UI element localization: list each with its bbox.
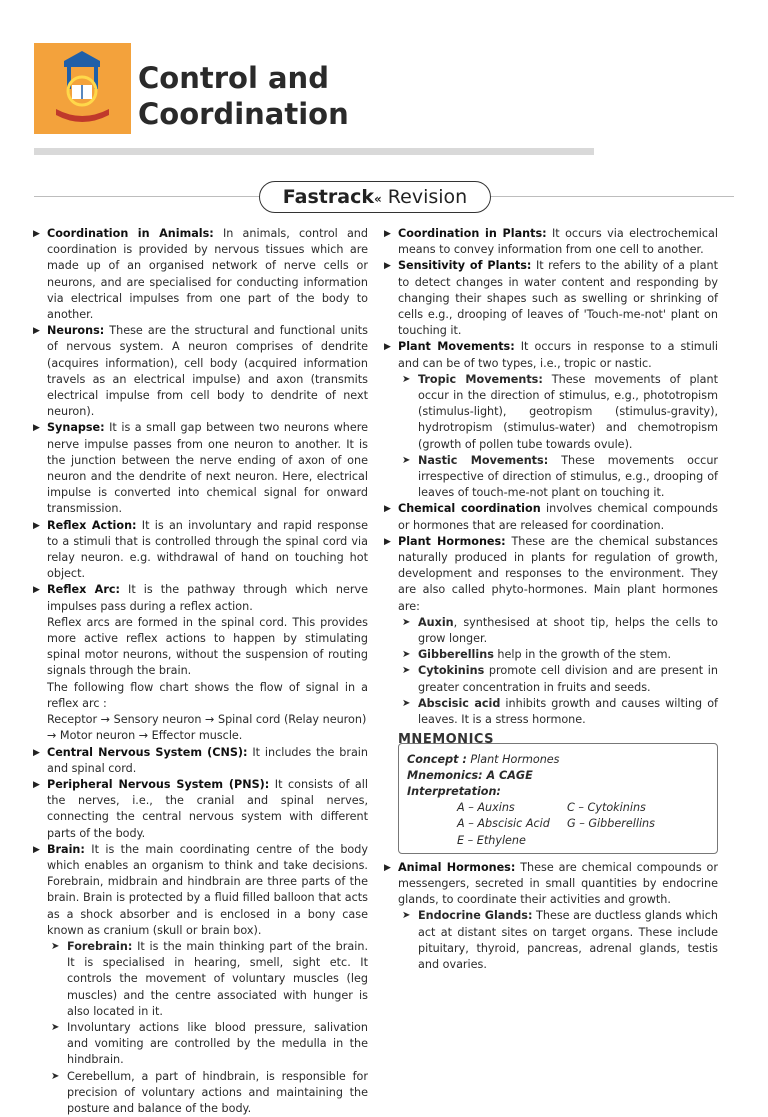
sub-item: ➤ Forebrain: It is the main thinking part of the brain. It is specialised in hearing, smell, sight etc. It controls the movement of voluntary muscles (leg muscles) and the centre associated with hunger is also located in it. bbox=[51, 939, 368, 1018]
arrow-bullet-icon: ➤ bbox=[402, 373, 411, 385]
flow-chart-line: Receptor → Sensory neuron → Spinal cord (Relay neuron) bbox=[47, 713, 367, 727]
list-item: ▶ Coordination in Animals: In animals, control and coordination is provided by nervous tissues which are made up of an organised network of nerve cells or neurons, and are specialised for conducting information via electrical impulses from one part of the body to another. bbox=[33, 227, 368, 322]
list-item: ▶ Animal Hormones: These are chemical compounds or messengers, secreted in small quantities by endocrine glands, to coordinate their activities and growth. bbox=[384, 860, 718, 907]
header-rule bbox=[34, 148, 594, 155]
mnemonic-row: A – Auxins C – Cytokinins bbox=[457, 801, 646, 815]
bullet-icon: ▶ bbox=[384, 536, 391, 547]
list-item: ▶ Central Nervous System (CNS): It includes the brain and spinal cord. bbox=[33, 745, 369, 775]
chapter-title bbox=[138, 60, 349, 132]
bullet-icon: ▶ bbox=[384, 504, 391, 515]
right-column bbox=[384, 226, 718, 973]
sub-item: ➤ Endocrine Glands: These are ductless glands which act at distant sites on target organs. These include pituitary, thyroid, pancreas, adrenal glands, testis and ovaries. bbox=[402, 909, 719, 971]
sub-item: ➤ Gibberellins help in the growth of the stem. bbox=[384, 647, 718, 663]
list-item: ▶ Synapse: It is a small gap between two neurons where nerve impulse passes from one neuron to another. It is the junction between the nerve ending of axon of one neuron and the dendrite of next neuron. Here, electrical impulse is converted into chemical signal for onward transmission. bbox=[33, 421, 368, 516]
bullet-icon: ▶ bbox=[33, 520, 40, 531]
arrow-bullet-icon: ➤ bbox=[51, 940, 60, 952]
sub-item: ➤ Tropic Movements: These movements of plant occur in the direction of stimulus, e.g., phototropism (stimulus-light), geotropism (stimulus-gravity), hydrotropism (stimulus-water) and chemotropism (growth of pollen tube towards ovule). bbox=[402, 372, 718, 451]
bullet-icon: ▶ bbox=[33, 585, 40, 596]
banner-chevron-icon: « bbox=[373, 192, 382, 206]
arrow-bullet-icon: ➤ bbox=[402, 649, 411, 661]
bullet-icon: ▶ bbox=[33, 747, 40, 758]
sub-item: ➤ Cytokinins promote cell division and are present in greater concentration in fruits and seeds. bbox=[402, 664, 718, 694]
banner-brand: Fastrack bbox=[282, 186, 374, 208]
sub-item: ➤ Cerebellum, a part of hindbrain, is responsible for precision of voluntary actions and maintaining the posture and balance of the body. bbox=[51, 1069, 368, 1115]
mnemonic-row: E – Ethylene bbox=[457, 833, 526, 847]
bullet-icon: ▶ bbox=[33, 844, 40, 855]
mnemonics-title: MNEMONICS bbox=[398, 732, 495, 748]
flow-chart-line: → Motor neuron → Effector muscle. bbox=[47, 729, 243, 743]
mnemonic-row: A – Abscisic Acid G – Gibberellins bbox=[457, 817, 655, 831]
arrow-bullet-icon: ➤ bbox=[402, 665, 411, 677]
arrow-bullet-icon: ➤ bbox=[402, 910, 411, 922]
list-item: ▶ Chemical coordination involves chemical compounds or hormones that are released for coordination. bbox=[384, 502, 718, 532]
bullet-icon: ▶ bbox=[33, 229, 40, 239]
list-item: ▶ Reflex Action: It is an involuntary and rapid response to a stimuli that is controlled through the spinal cord via relay neuron. e.g. withdrawal of hand on touching hot object. bbox=[33, 518, 368, 581]
fastrack-revision-banner bbox=[259, 181, 491, 213]
list-item: ▶ Neurons: These are the structural and functional units of nervous system. A neuron comprises of dendrite (acquires information), cell body (acquired information travels as an electrical impulse) and axon (transmits electrical impulse from cell body to dendrite of next neuron). bbox=[33, 324, 368, 419]
bullet-icon: ▶ bbox=[33, 326, 40, 337]
bullet-icon: ▶ bbox=[384, 229, 391, 239]
sub-item: ➤ Abscisic acid inhibits growth and causes wilting of leaves. It is a stress hormone. bbox=[402, 696, 718, 727]
chapter-title-line2: Coordination bbox=[138, 97, 349, 131]
paragraph: Reflex arcs are formed in the spinal cord. This provides more active reflex actions to happen by stimulating spinal motor neurons, without the suspension of routing signals through the brain. bbox=[47, 615, 368, 678]
arrow-bullet-icon: ➤ bbox=[51, 1021, 60, 1033]
list-item: ▶ Plant Hormones: These are the chemical substances naturally produced in plants for regulation of growth, development and responses to the environment. They are also called phyto-hormones. Main plant hormones are: bbox=[384, 534, 718, 613]
list-item: ▶ Coordination in Plants: It occurs via electrochemical means to convey information from one cell to another. bbox=[384, 227, 718, 257]
bullet-icon: ▶ bbox=[384, 862, 391, 873]
book-emblem-icon bbox=[34, 43, 131, 134]
banner-label: Revision bbox=[387, 186, 468, 208]
list-item: ▶ Brain: It is the main coordinating centre of the body which enables an organism to think and take decisions. Forebrain, midbrain and hindbrain are three parts of the brain. Brain is protected by a fluid filled balloon that acts as a shock absorber and is enclosed in a bony case known as cranium (skull or brain box). bbox=[33, 842, 368, 937]
paragraph: The following flow chart shows the flow of signal in a reflex arc : bbox=[47, 680, 368, 710]
sub-item: ➤ Nastic Movements: These movements occur irrespective of direction of stimulus, e.g., drooping of leaves of touch-me-not plant on touching it. bbox=[402, 453, 719, 500]
arrow-bullet-icon: ➤ bbox=[51, 1070, 60, 1082]
list-item: ▶ Sensitivity of Plants: It refers to the ability of a plant to detect changes in water content and responding by changing their shapes such as swelling or shrinking of cells e.g., drooping of leaves of 'Touch-me-not' plant on touching it. bbox=[384, 259, 718, 338]
list-item: ▶ Reflex Arc: It is the pathway through which nerve impulses pass during a reflex action. Reflex arcs are formed in the spinal cord. This provides more active reflex actions to happen by stimulating spinal motor neurons, without the suspension of routing signals through the brain. The following flow chart shows the flow of signal in a reflex arc : Receptor → Sensory neuron → Spinal cord (Relay neuron) → Motor neuron → Effector muscle. bbox=[33, 582, 368, 744]
list-item: ▶ Plant Movements: It occurs in response to a stimuli and can be of two types, i.e., tropic or nastic. bbox=[384, 340, 719, 370]
bullet-icon: ▶ bbox=[33, 779, 40, 790]
bullet-icon: ▶ bbox=[384, 342, 391, 353]
bullet-icon: ▶ bbox=[384, 261, 391, 272]
sub-item: ➤ Auxin, synthesised at shoot tip, helps the cells to grow longer. bbox=[402, 615, 718, 646]
arrow-bullet-icon: ➤ bbox=[402, 616, 411, 628]
chapter-logo bbox=[34, 43, 131, 134]
bullet-icon: ▶ bbox=[33, 423, 40, 434]
list-item: ▶ Peripheral Nervous System (PNS): It consists of all the nerves, i.e., the cranial and spinal nerves, connecting the central nervous system with different parts of the body. bbox=[33, 777, 368, 840]
mnemonics-box: Concept : Plant Hormones Mnemonics: A CAGE Interpretation: A – Auxins C – Cytokinins A – Abscisic Acid G – Gibberellins E – Ethylene bbox=[398, 743, 718, 854]
left-column bbox=[33, 226, 368, 1117]
sub-item: ➤ Involuntary actions like blood pressure, salivation and vomiting are controlled by the medulla in the hindbrain. bbox=[51, 1020, 368, 1067]
arrow-bullet-icon: ➤ bbox=[402, 454, 411, 466]
chapter-title-line1: Control and bbox=[138, 61, 329, 95]
arrow-bullet-icon: ➤ bbox=[402, 697, 411, 709]
